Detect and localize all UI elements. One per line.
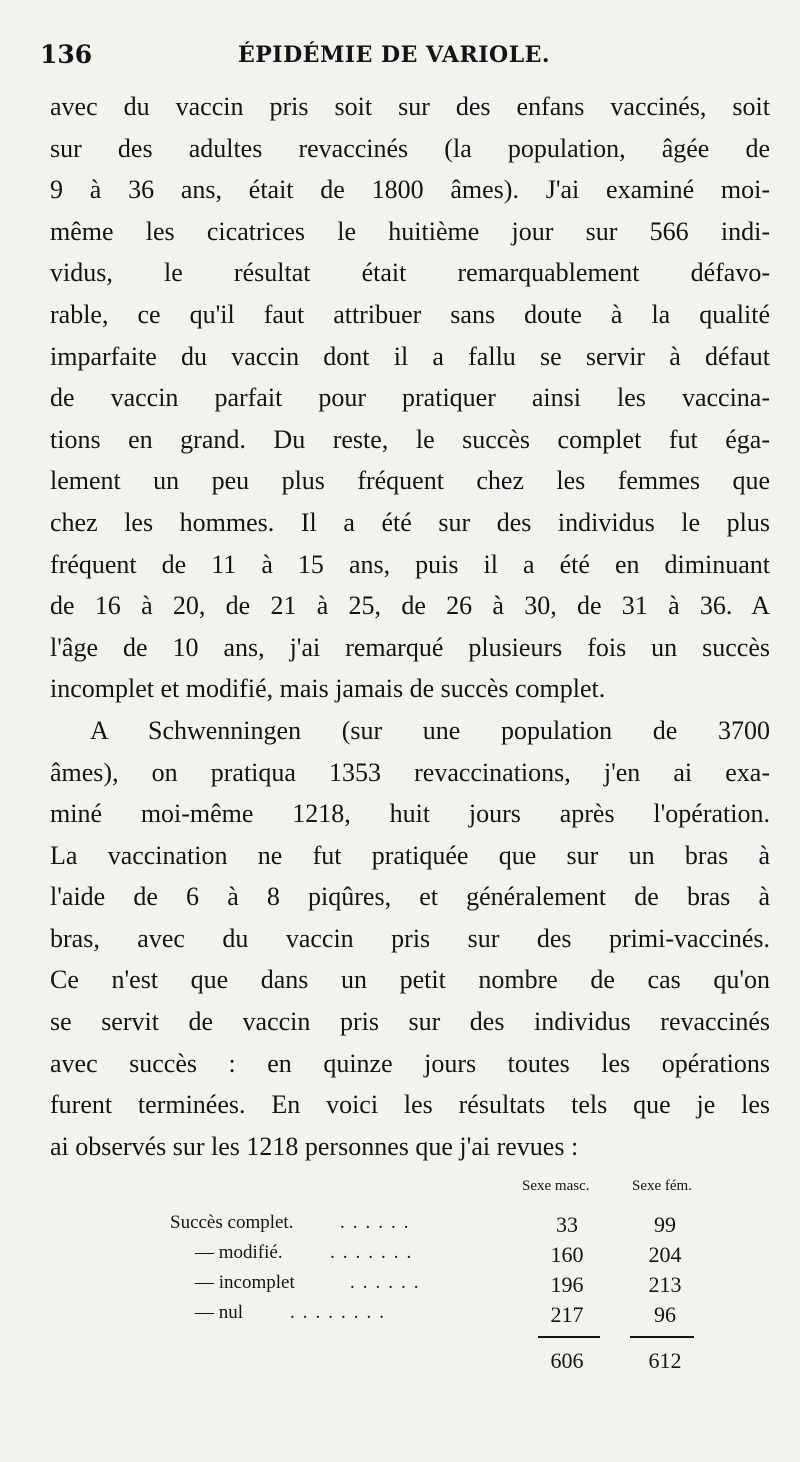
text-line: âmes), on pratiqua 1353 revaccinations, j'en ai exa- bbox=[50, 757, 770, 787]
page-header bbox=[0, 40, 800, 80]
text-line: tions en grand. Du reste, le succès complet fut éga- bbox=[50, 424, 770, 454]
row-label: — nul bbox=[195, 1302, 244, 1323]
text-line: sur des adultes revaccinés (la population, âgée de bbox=[50, 133, 770, 163]
value-masculine: 160 bbox=[550, 1242, 584, 1267]
running-title: ÉPIDÉMIE DE VARIOLE. bbox=[238, 42, 551, 68]
leader-dots: ...... bbox=[350, 1272, 427, 1293]
value-feminine: 213 bbox=[648, 1272, 682, 1297]
text-line: se servit de vaccin pris sur des individus revaccinés bbox=[50, 1007, 770, 1037]
leader-dots: ........ bbox=[290, 1302, 392, 1323]
leader-dots: ...... bbox=[340, 1212, 417, 1233]
text-line: l'âge de 10 ans, j'ai remarqué plusieurs fois un succès bbox=[50, 632, 770, 662]
table-row bbox=[0, 1212, 800, 1242]
value-masculine: 33 bbox=[556, 1212, 578, 1237]
text-line: imparfaite du vaccin dont il a fallu se servir à défaut bbox=[50, 341, 770, 371]
text-line: A Schwenningen (sur une population de 3700 bbox=[90, 715, 770, 745]
leader-dots: ....... bbox=[330, 1242, 420, 1263]
text-line: même les cicatrices le huitième jour sur 566 indi- bbox=[50, 216, 770, 246]
text-line: furent terminées. En voici les résultats tels que je les bbox=[50, 1090, 770, 1120]
text-line: ai observés sur les 1218 personnes que j'ai revues : bbox=[50, 1131, 579, 1161]
text-line: vidus, le résultat était remarquablement défavo- bbox=[50, 258, 770, 288]
row-label: — incomplet bbox=[195, 1272, 295, 1293]
text-line: de vaccin parfait pour pratiquer ainsi les vaccina- bbox=[50, 383, 770, 413]
text-line: avec succès : en quinze jours toutes les opérations bbox=[50, 1048, 770, 1078]
total-feminine: 612 bbox=[648, 1348, 682, 1373]
value-masculine: 196 bbox=[550, 1272, 584, 1297]
sum-rule-masculine bbox=[538, 1336, 600, 1338]
text-line: La vaccination ne fut pratiquée que sur un bras à bbox=[50, 840, 770, 870]
text-line: lement un peu plus fréquent chez les femmes que bbox=[50, 466, 770, 496]
results-table bbox=[0, 1178, 800, 1408]
value-masculine: 217 bbox=[550, 1302, 584, 1327]
text-line: avec du vaccin pris soit sur des enfans vaccinés, soit bbox=[50, 92, 770, 121]
row-label: — modifié. bbox=[195, 1242, 283, 1263]
text-line: l'aide de 6 à 8 piqûres, et généralement de bras à bbox=[50, 882, 770, 912]
text-line: bras, avec du vaccin pris sur des primi-vaccinés. bbox=[50, 923, 770, 953]
table-row bbox=[0, 1272, 800, 1302]
value-feminine: 96 bbox=[654, 1302, 676, 1327]
value-feminine: 99 bbox=[654, 1212, 676, 1237]
column-header-masculine: Sexe masc. bbox=[522, 1178, 590, 1194]
text-line: fréquent de 11 à 15 ans, puis il a été en diminuant bbox=[50, 549, 770, 579]
table-row bbox=[0, 1242, 800, 1272]
text-line: Ce n'est que dans un petit nombre de cas qu'on bbox=[50, 965, 770, 995]
text-line: miné moi-même 1218, huit jours après l'opération. bbox=[50, 799, 770, 829]
text-line: de 16 à 20, de 21 à 25, de 26 à 30, de 31 à 36. A bbox=[50, 591, 770, 621]
page-number: 136 bbox=[40, 40, 93, 69]
text-line: incomplet et modifié, mais jamais de succès complet. bbox=[50, 674, 606, 704]
text-line: rable, ce qu'il faut attribuer sans doute à la qualité bbox=[50, 299, 770, 329]
total-masculine: 606 bbox=[550, 1348, 584, 1373]
table-total-row bbox=[0, 1348, 800, 1378]
row-label: Succès complet. bbox=[170, 1212, 294, 1233]
body-text bbox=[50, 86, 770, 1167]
value-feminine: 204 bbox=[648, 1242, 682, 1267]
text-line: chez les hommes. Il a été sur des individus le plus bbox=[50, 507, 770, 537]
sum-rule-feminine bbox=[630, 1336, 694, 1338]
table-row bbox=[0, 1302, 800, 1332]
text-line: 9 à 36 ans, était de 1800 âmes). J'ai examiné moi- bbox=[50, 175, 770, 205]
column-header-feminine: Sexe fém. bbox=[632, 1178, 692, 1194]
